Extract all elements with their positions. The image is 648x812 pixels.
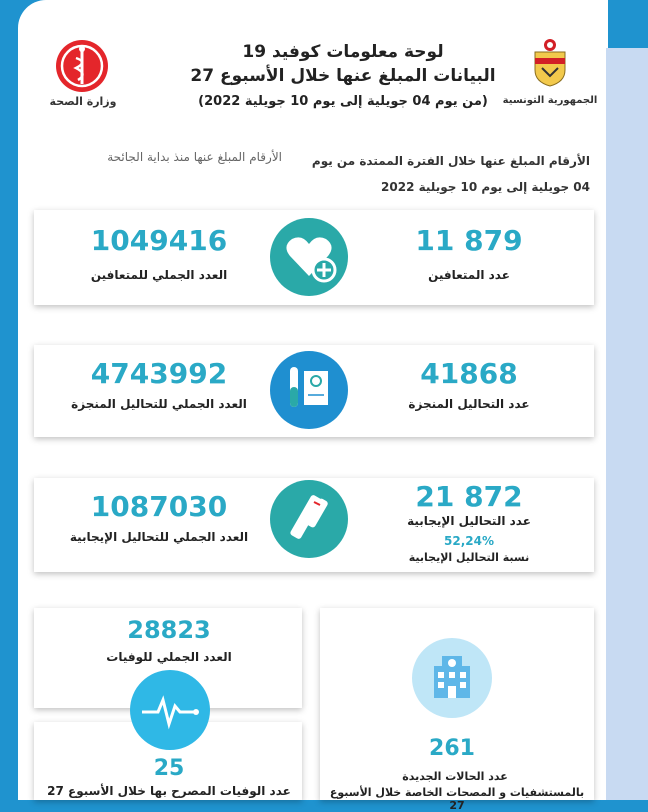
heart-plus-icon — [270, 218, 348, 296]
week-recoveries-label: عدد المتعافين — [428, 268, 510, 282]
hospital-icon — [412, 638, 492, 718]
heartbeat-line-icon — [130, 670, 210, 750]
caduceus-icon — [56, 40, 108, 92]
total-positives-label: العدد الجملي للتحاليل الإيجابية — [69, 530, 249, 544]
coat-of-arms-icon — [530, 38, 570, 88]
hospital-label-line2: بالمستشفيات و المصحات الخاصة خلال الأسبوع 27 — [329, 786, 585, 812]
total-positives-value: 1087030 — [90, 490, 228, 523]
date-range: (من يوم 04 جويلية إلى يوم 10 جويلية 2022) — [198, 94, 488, 109]
tests-card — [34, 345, 594, 437]
republic-label: الجمهورية التونسية — [502, 95, 598, 106]
week-positives-label: عدد التحاليل الإيجابية — [407, 514, 531, 528]
hospital-label-line1: عدد الحالات الجديدة — [402, 770, 508, 783]
dashboard-subtitle: البيانات المبلغ عنها خلال الأسبوع 27 — [190, 66, 496, 86]
week-tests-label: عدد التحاليل المنجزة — [408, 397, 530, 411]
positivity-rate-label: نسبة التحاليل الإيجابية — [408, 551, 530, 564]
week-deaths-label: عدد الوفيات المصرح بها خلال الأسبوع 27 — [47, 784, 291, 798]
total-recoveries-value: 1049416 — [90, 224, 228, 257]
rapid-test-icon — [270, 480, 348, 558]
week-heading-line1: الأرقام المبلغ عنها خلال الفترة الممتدة من يوم — [311, 154, 590, 168]
republic-seal — [530, 38, 570, 88]
hospital-card — [320, 608, 594, 812]
total-heading: الأرقام المبلغ عنها منذ بداية الجائحة — [107, 150, 282, 164]
side-strip — [606, 48, 648, 800]
week-tests-value: 41868 — [420, 357, 518, 390]
week-heading — [310, 148, 590, 200]
hospital-new-cases-value: 261 — [429, 736, 475, 761]
positives-card — [34, 478, 594, 572]
test-tube-icon — [270, 351, 348, 429]
positivity-rate-value: 52,24% — [444, 534, 494, 548]
week-recoveries-value: 11 879 — [415, 224, 523, 257]
total-tests-value: 4743992 — [90, 357, 228, 390]
total-deaths-label: العدد الجملي للوفيات — [106, 650, 232, 664]
dashboard-title: لوحة معلومات كوفيد 19 — [242, 42, 444, 62]
recoveries-card — [34, 210, 594, 305]
ministry-logo — [56, 40, 108, 92]
total-deaths-value: 28823 — [127, 616, 211, 644]
week-deaths-value: 25 — [153, 756, 185, 781]
week-positives-value: 21 872 — [415, 480, 523, 513]
total-tests-label: العدد الجملي للتحاليل المنجزة — [71, 397, 247, 411]
ministry-label: وزارة الصحة — [49, 95, 117, 108]
total-recoveries-label: العدد الجملي للمتعافين — [90, 268, 228, 282]
week-heading-line2: 04 جويلية إلى يوم 10 جويلية 2022 — [381, 180, 590, 194]
